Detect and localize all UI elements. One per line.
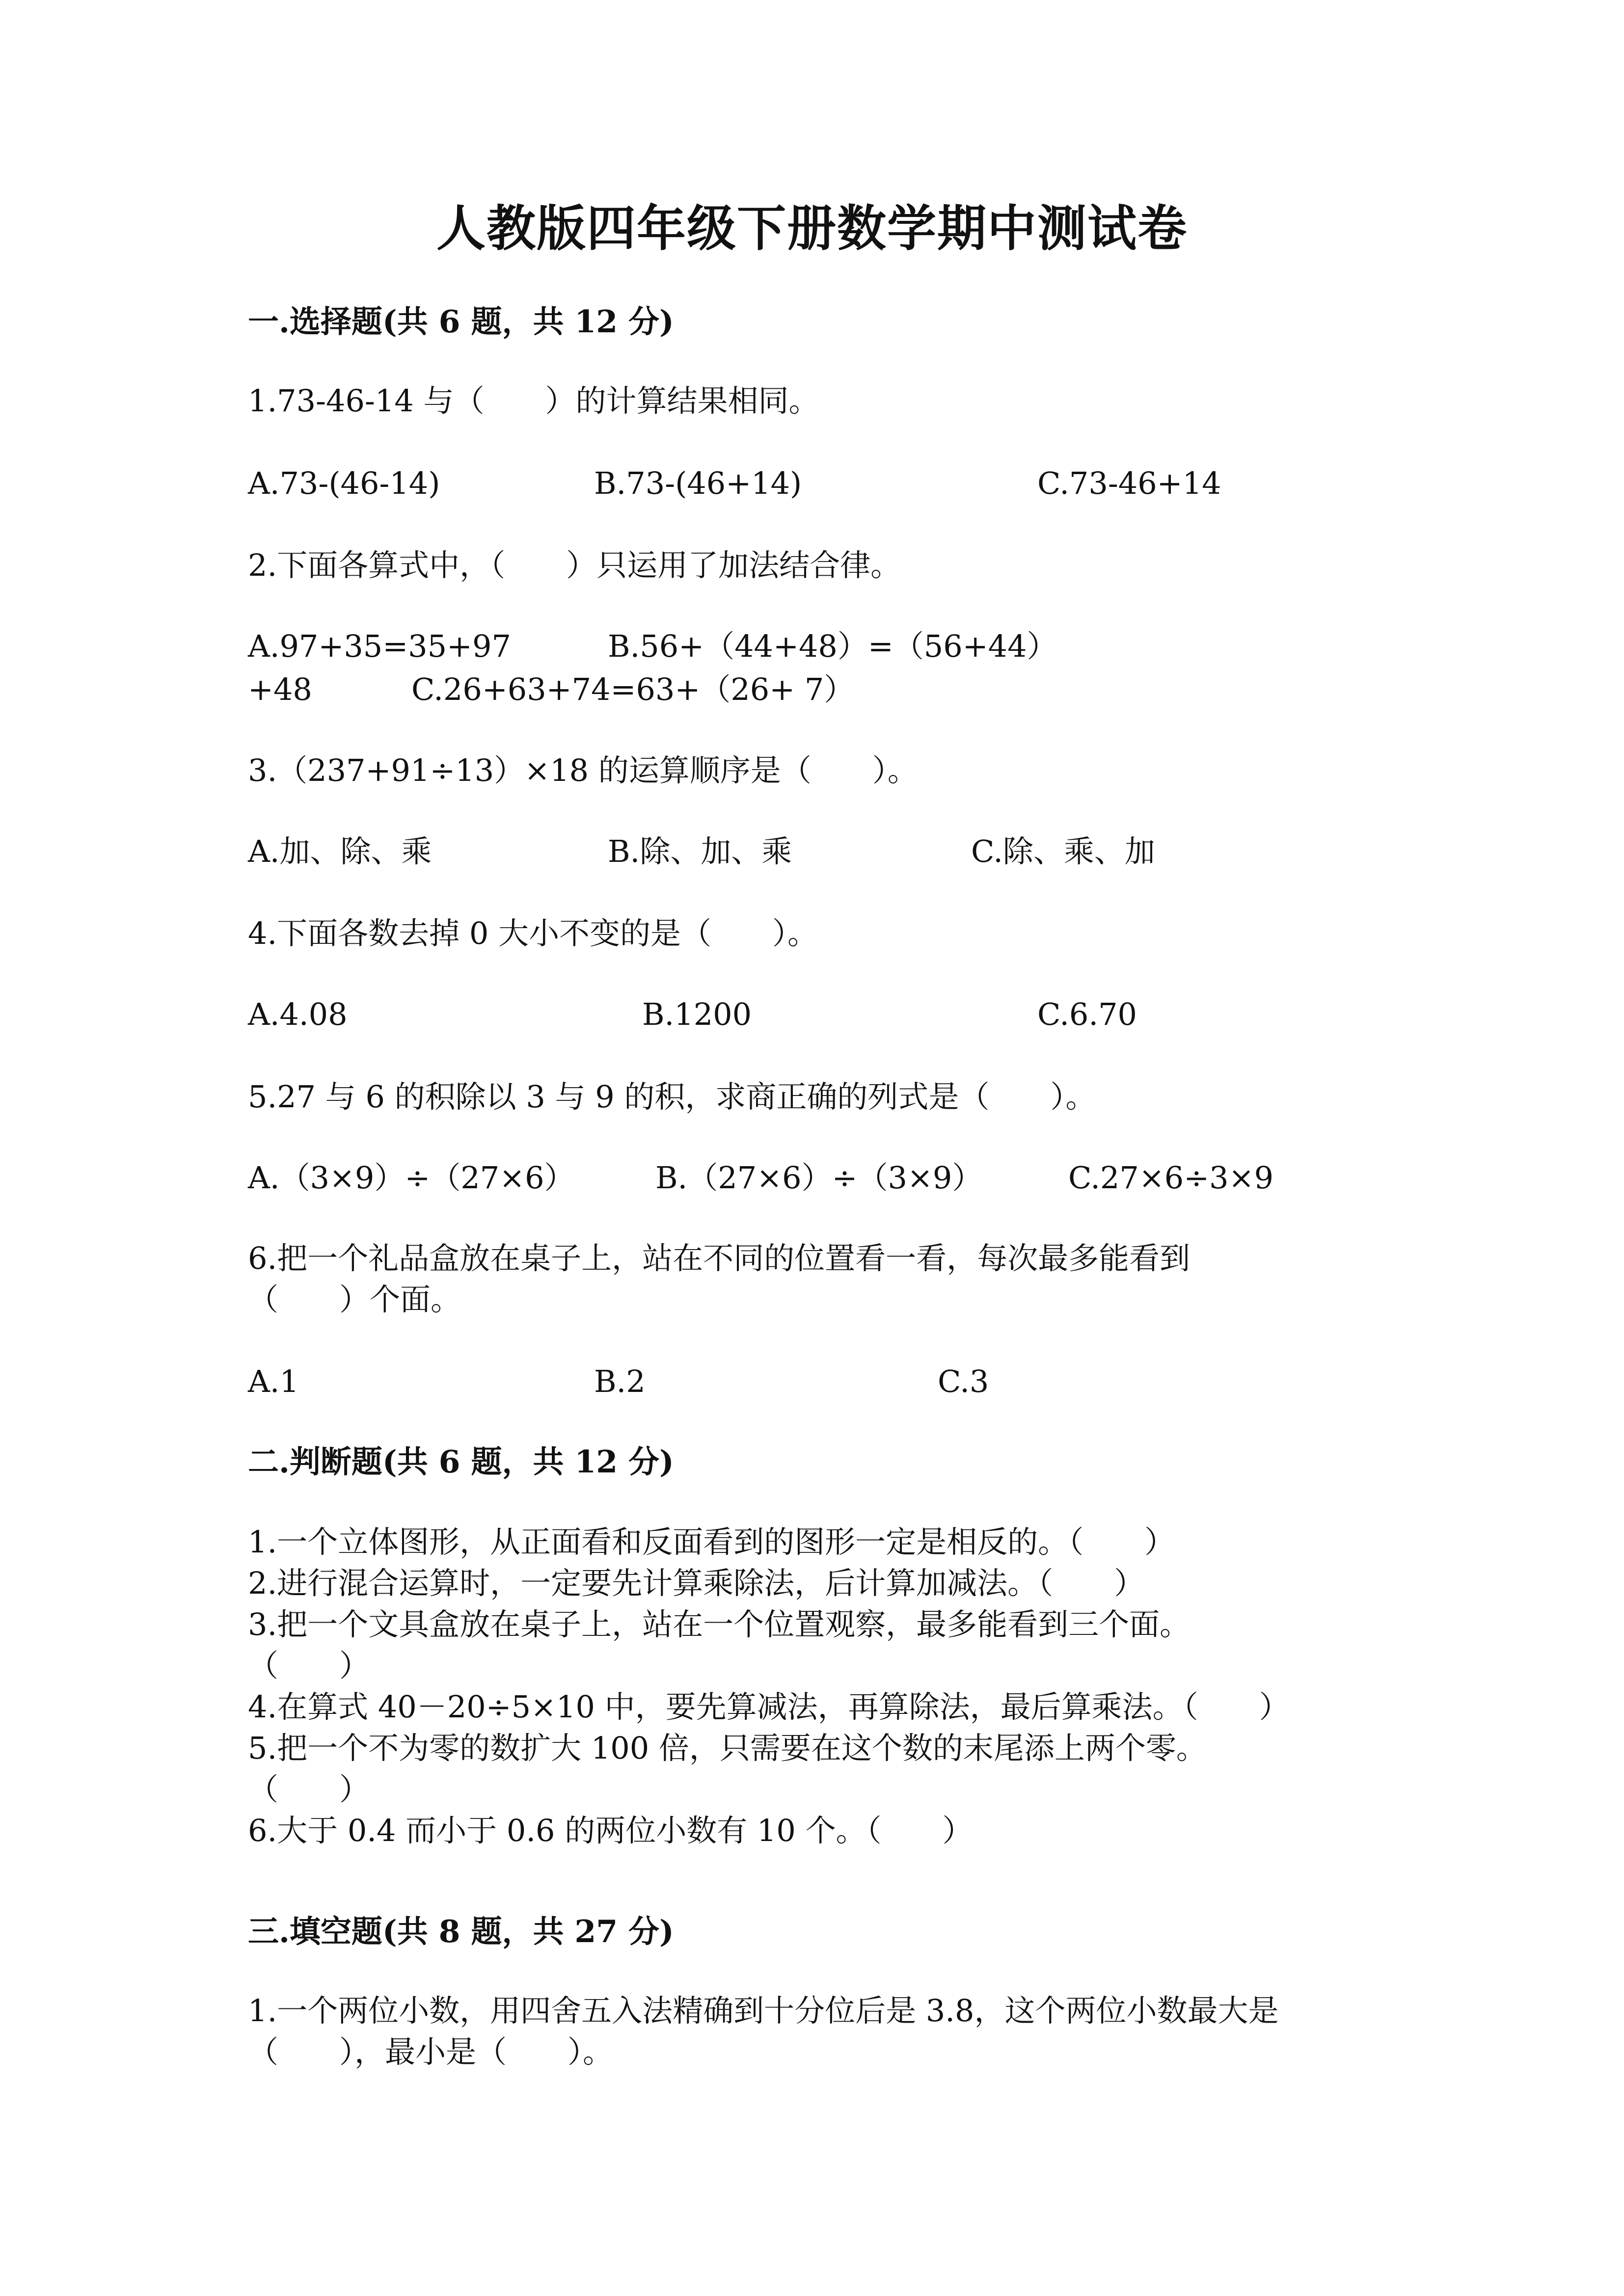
- page-title: 人教版四年级下册数学期中测试卷: [436, 199, 1188, 257]
- option-1-2-a: A.97+35=35+97: [248, 628, 511, 664]
- option-1-1-a: A.73-(46-14): [248, 465, 440, 501]
- option-1-6-a: A.1: [248, 1363, 299, 1399]
- section-heading-choice: 一.选择题(共 6 题，共 12 分): [248, 303, 674, 340]
- judge-line-6: 6.大于 0.4 而小于 0.6 的两位小数有 10 个。（ ）: [248, 1813, 973, 1848]
- question-1-6-line-2: （ ）个面。: [248, 1281, 461, 1317]
- section-heading-fill: 三.填空题(共 8 题，共 27 分): [248, 1913, 674, 1949]
- judge-list: [248, 1522, 1290, 1851]
- question-1-6-line-1: 6.把一个礼品盒放在桌子上，站在不同的位置看一看，每次最多能看到: [248, 1240, 1191, 1276]
- judge-line-3-cont: （ ）: [248, 1648, 370, 1683]
- fill-line-2: （ ），最小是（ ）。: [248, 2034, 614, 2070]
- judge-line-1: 1.一个立体图形，从正面看和反面看到的图形一定是相反的。（ ）: [248, 1524, 1175, 1560]
- option-1-6-c: C.3: [938, 1363, 989, 1399]
- option-1-3-b: B.除、加、乘: [608, 833, 792, 869]
- question-1-2: 2.下面各算式中，（ ）只运用了加法结合律。: [248, 547, 901, 583]
- judge-line-4: 4.在算式 40－20÷5×10 中，要先算减法，再算除法，最后算乘法。（ ）: [248, 1689, 1290, 1725]
- option-1-1-c: C.73-46+14: [1037, 465, 1221, 501]
- option-1-4-a: A.4.08: [248, 996, 348, 1032]
- question-1-3: 3.（237+91÷13）×18 的运算顺序是（ ）。: [248, 752, 918, 788]
- option-1-2-b-cont: +48: [248, 671, 312, 707]
- option-1-3-a: A.加、除、乘: [248, 833, 432, 869]
- option-1-5-c: C.27×6÷3×9: [1068, 1160, 1274, 1196]
- section-heading-judge: 二.判断题(共 6 题，共 12 分): [248, 1443, 674, 1480]
- question-1-6: [248, 1238, 1190, 1320]
- judge-line-5: 5.把一个不为零的数扩大 100 倍，只需要在这个数的末尾添上两个零。: [248, 1730, 1207, 1766]
- fill-question-1: [248, 1990, 1278, 2073]
- option-1-5-a: A.（3×9）÷（27×6）: [248, 1160, 575, 1196]
- option-1-4-c: C.6.70: [1037, 996, 1137, 1032]
- fill-line-1: 1.一个两位小数，用四舍五入法精确到十分位后是 3.8，这个两位小数最大是: [248, 1993, 1279, 2029]
- option-1-5-b: B.（27×6）÷（3×9）: [655, 1160, 983, 1196]
- question-1-1: 1.73-46-14 与（ ）的计算结果相同。: [248, 383, 819, 419]
- judge-line-2: 2.进行混合运算时，一定要先计算乘除法，后计算加减法。（ ）: [248, 1565, 1145, 1601]
- option-1-2-b: B.56+（44+48）=（56+44）: [608, 628, 1057, 664]
- option-1-4-b: B.1200: [642, 996, 752, 1032]
- option-1-3-c: C.除、乘、加: [971, 833, 1155, 869]
- question-1-4: 4.下面各数去掉 0 大小不变的是（ ）。: [248, 915, 818, 951]
- question-1-5: 5.27 与 6 的积除以 3 与 9 的积，求商正确的列式是（ ）。: [248, 1079, 1096, 1115]
- option-1-1-b: B.73-(46+14): [594, 465, 802, 501]
- option-1-2-c: C.26+63+74=63+（26+ 7）: [411, 671, 855, 707]
- judge-line-5-cont: （ ）: [248, 1771, 370, 1807]
- option-1-6-b: B.2: [594, 1363, 646, 1399]
- judge-line-3: 3.把一个文具盒放在桌子上，站在一个位置观察，最多能看到三个面。: [248, 1606, 1191, 1642]
